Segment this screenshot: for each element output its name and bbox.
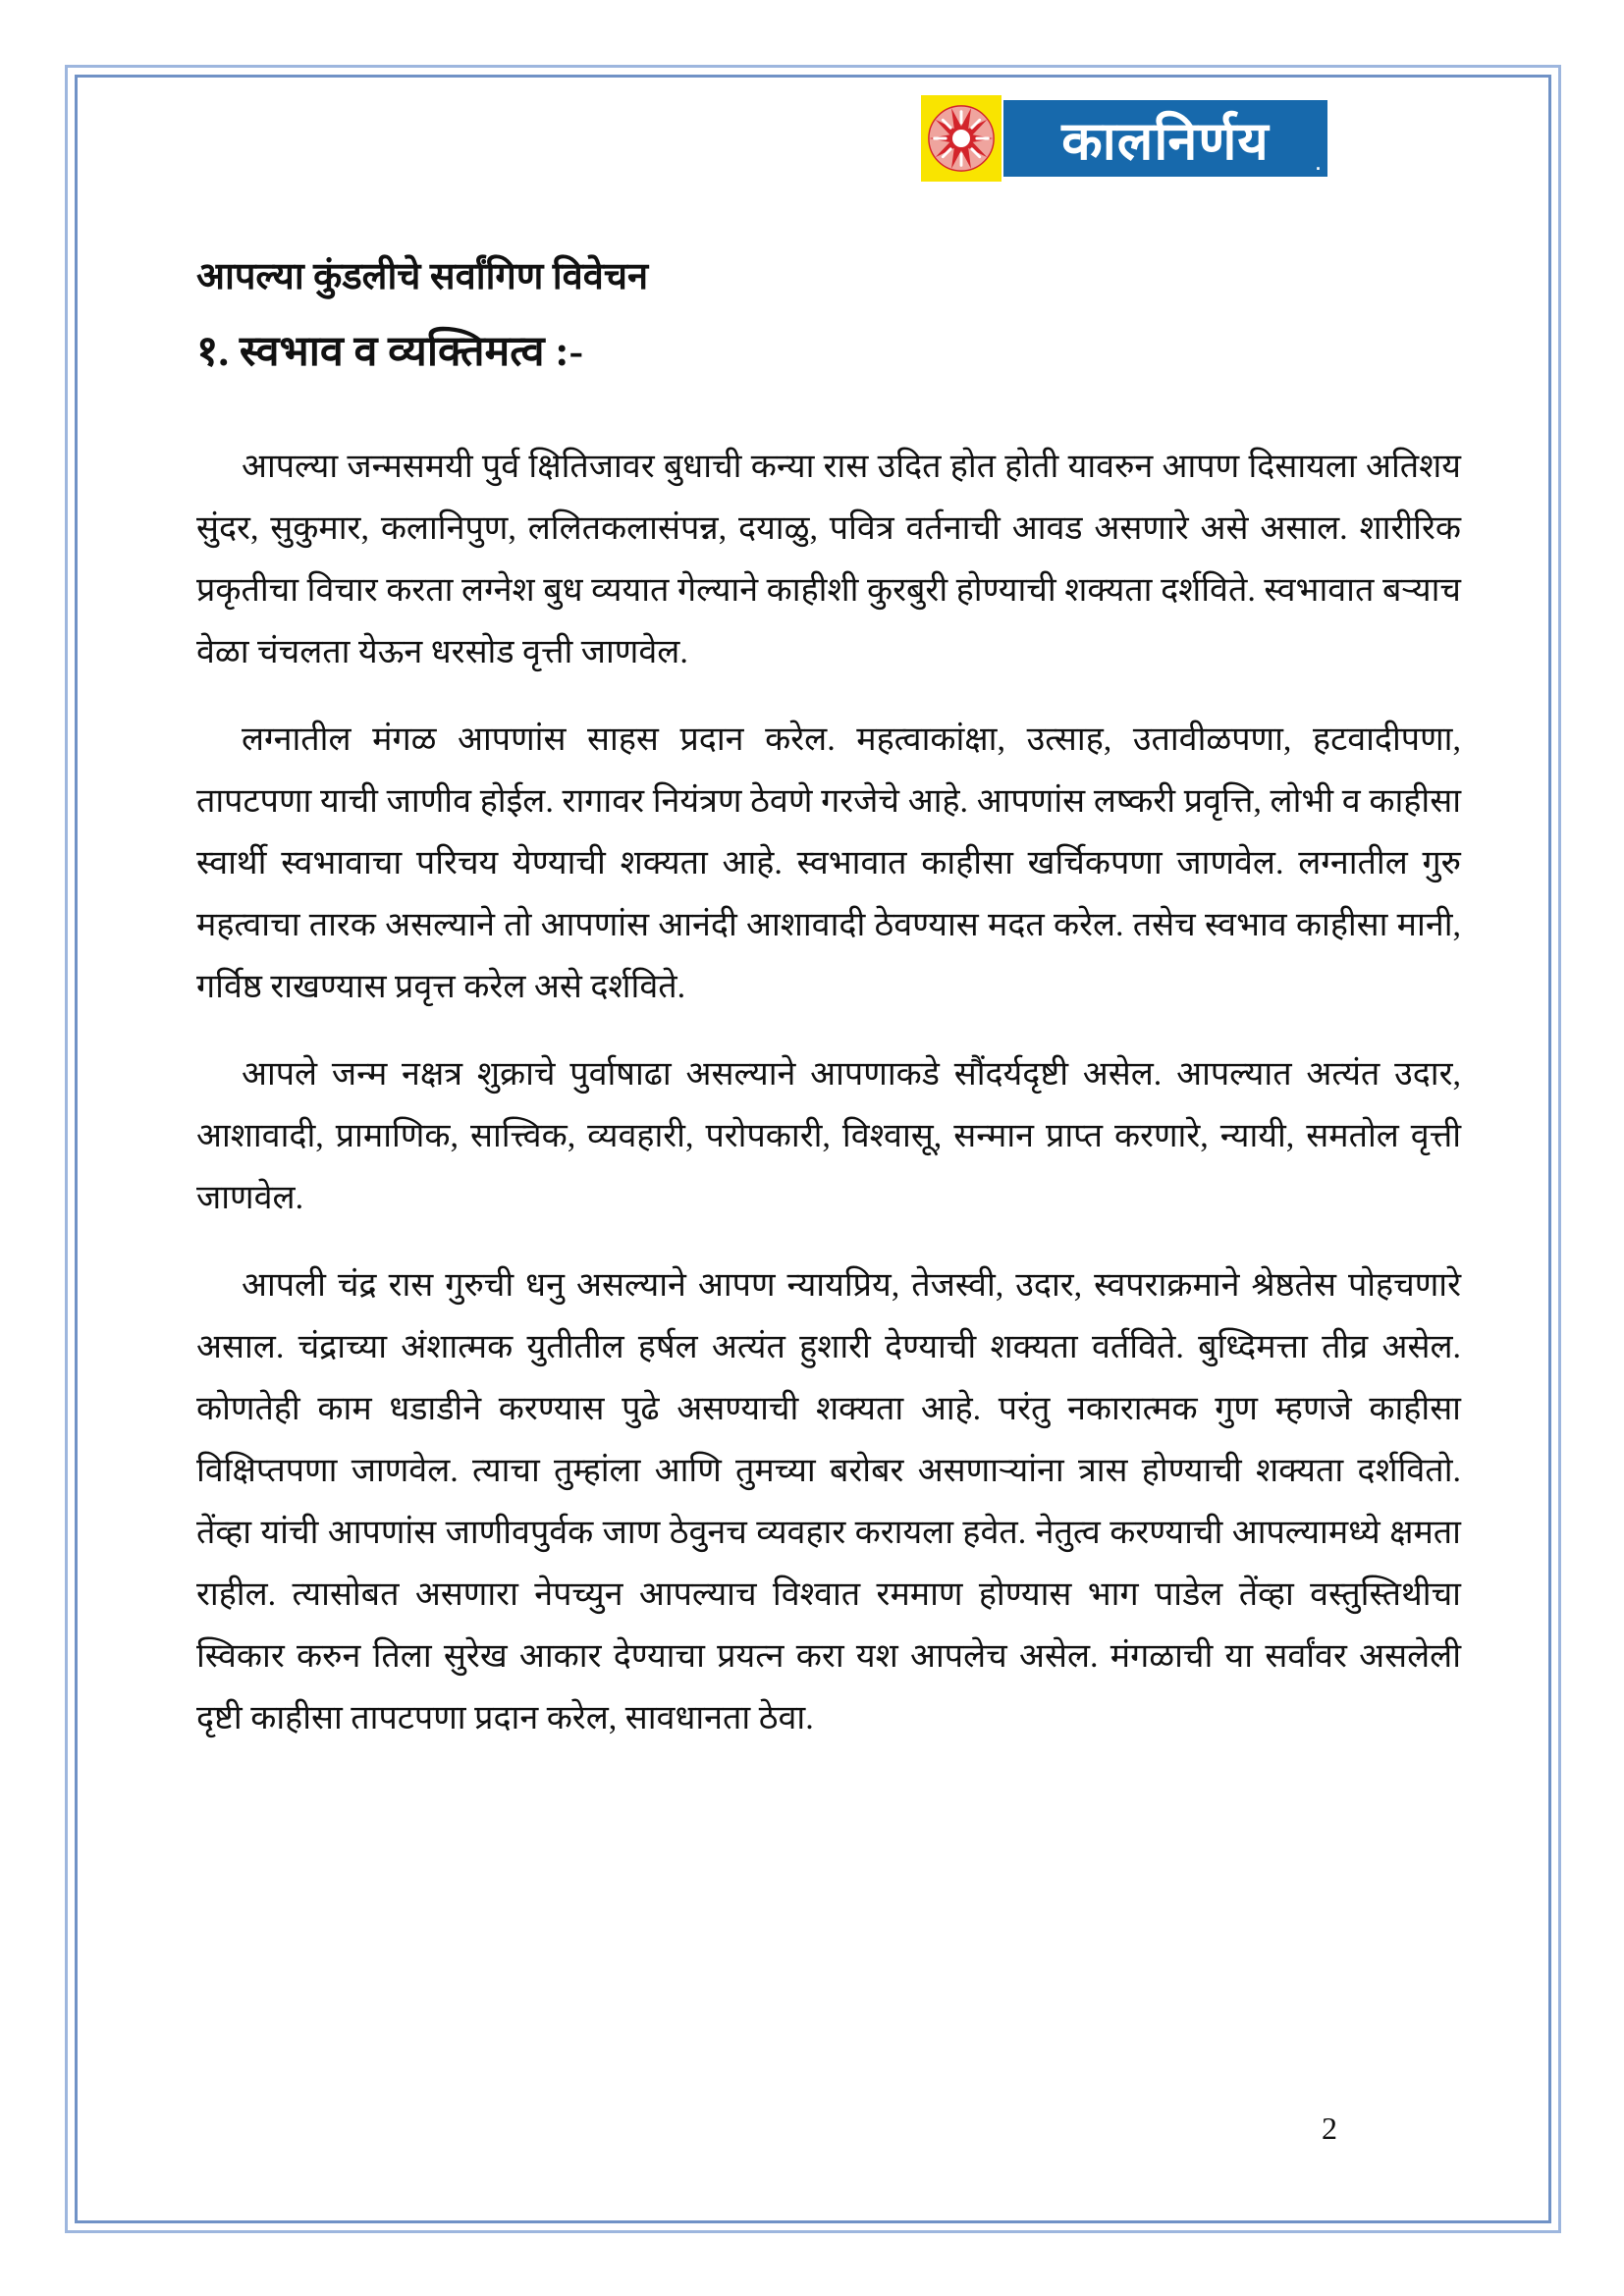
sun-emblem-icon xyxy=(921,95,1001,182)
paragraph-4: आपली चंद्र रास गुरुची धनु असल्याने आपण न्यायप्रिय, तेजस्वी, उदार, स्वपराक्रमाने श्रेष्ठतेस पोहचणारे असाल. चंद्राच्या अंशात्मक युतीतील हर्षल अत्यंत हुशारी देण्याची शक्यता वर्तविते. बुध्दिमत्ता तीव्र असेल. कोणतेही काम धडाडीने करण्यास पुढे असण्याची शक्यता आहे. परंतु नकारात्मक गुण म्हणजे काहीसा विक्षिप्तपणा जाणवेल. त्याचा तुम्हांला आणि तुमच्या बरोबर असणाऱ्यांना त्रास होण्याची शक्यता दर्शवितो. तेंव्हा यांची आपणांस जाणीवपुर्वक जाण ठेवुनच व्यवहार करायला हवेत. नेतुत्व करण्याची आपल्यामध्ये क्षमता राहील. त्यासोबत असणारा नेपच्युन आपल्याच विश्वात रममाण होण्यास भाग पाडेल तेंव्हा वस्तुस्तिथीचा स्विकार करुन तिला सुरेख आकार देण्याचा प्रयत्न करा यश आपलेच असेल. मंगळाची या सर्वांवर असलेली दृष्टी काहीसा तापटपणा प्रदान करेल, सावधानता ठेवा. xyxy=(196,1267,1461,1736)
sun-emblem-svg xyxy=(926,101,997,176)
logo-wordmark xyxy=(1003,100,1327,177)
section-heading: १. स्वभाव व व्यक्तिमत्व :- xyxy=(196,329,583,375)
document-body xyxy=(196,253,1461,1775)
logo-trademark-dot: . xyxy=(1315,154,1322,174)
kalnirnay-logo xyxy=(921,95,1327,182)
page-number: 2 xyxy=(1322,2110,1337,2146)
paragraph-3: आपले जन्म नक्षत्र शुक्राचे पुर्वाषाढा असल्याने आपणाकडे सौंदर्यदृष्टी असेल. आपल्यात अत्यंत उदार, आशावादी, प्रामाणिक, सात्त्विक, व्यवहारी, परोपकारी, विश्वासू, सन्मान प्राप्त करणारे, न्यायी, समतोल वृत्ती जाणवेल. xyxy=(196,1056,1461,1216)
paragraph-2: लग्नातील मंगळ आपणांस साहस प्रदान करेल. महत्वाकांक्षा, उत्साह, उतावीळपणा, हटवादीपणा, तापटपणा याची जाणीव होईल. रागावर नियंत्रण ठेवणे गरजेचे आहे. आपणांस लष्करी प्रवृत्ति, लोभी व काहीसा स्वार्थी स्वभावाचा परिचय येण्याची शक्यता आहे. स्वभावात काहीसा खर्चिकपणा जाणवेल. लग्नातील गुरु महत्वाचा तारक असल्याने तो आपणांस आनंदी आशावादी ठेवण्यास मदत करेल. तसेच स्वभाव काहीसा मानी, गर्विष्ठ राखण्यास प्रवृत्त करेल असे दर्शविते. xyxy=(196,721,1461,1005)
paragraph-1: आपल्या जन्मसमयी पुर्व क्षितिजावर बुधाची कन्या रास उदित होत होती यावरुन आपण दिसायला अतिशय सुंदर, सुकुमार, कलानिपुण, ललितकलासंपन्न, दयाळु, पवित्र वर्तनाची आवड असणारे असे असाल. शारीरिक प्रकृतीचा विचार करता लग्नेश बुध व्ययात गेल्याने काहीशी कुरबुरी होण्याची शक्यता दर्शविते. स्वभावात बऱ्याच वेळा चंचलता येऊन धरसोड वृत्ती जाणवेल. xyxy=(196,449,1461,670)
logo-wordmark-text: कालनिर्णय xyxy=(1061,112,1270,171)
document-title: आपल्या कुंडलीचे सर्वांगिण विवेचन xyxy=(196,256,649,297)
